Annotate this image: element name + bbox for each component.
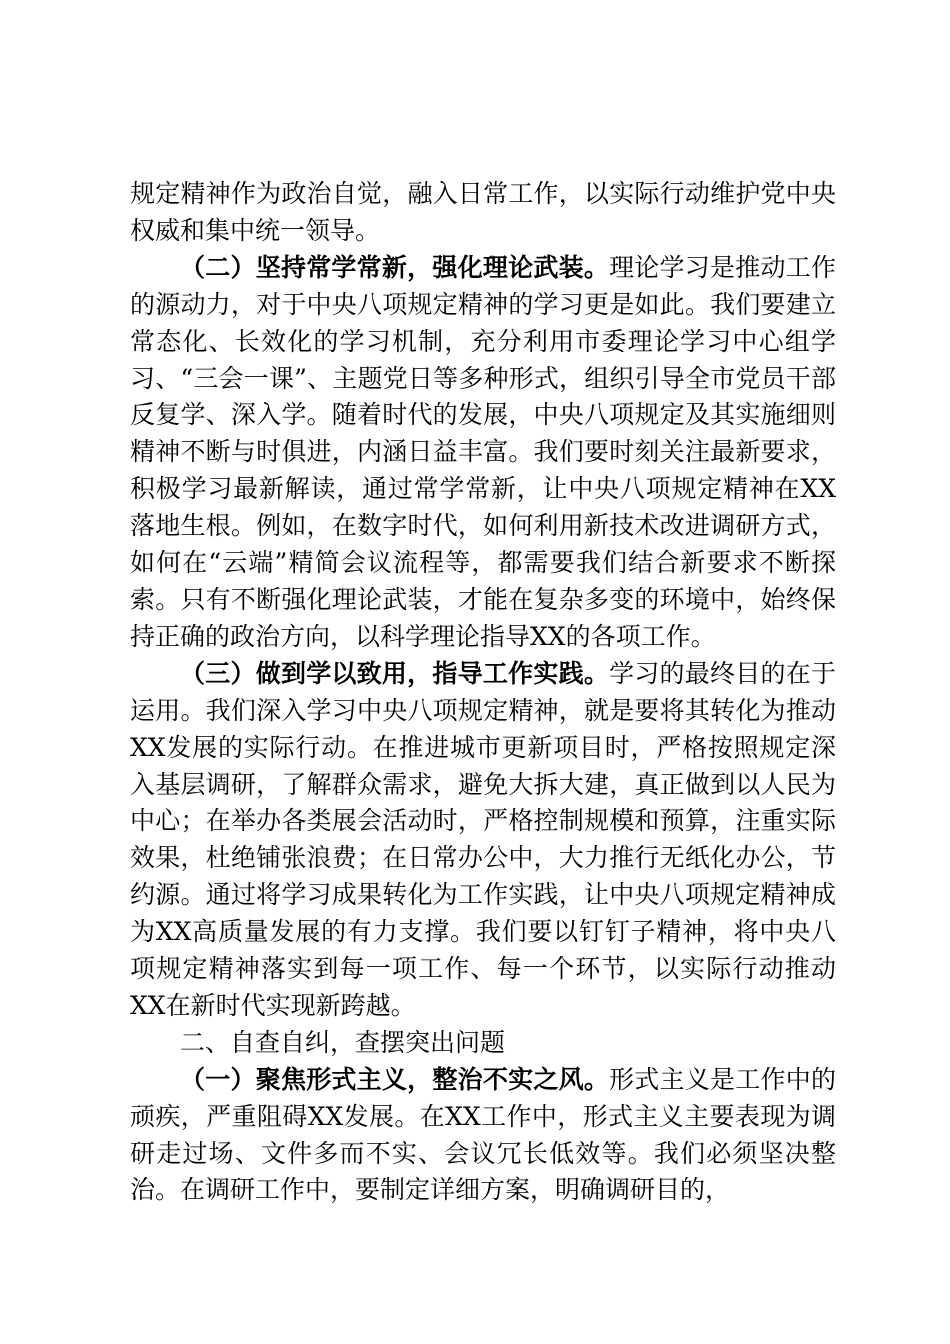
paragraph-lead-heading: （三）做到学以致用，指导工作实践。 xyxy=(180,658,610,688)
paragraph-section-3 xyxy=(130,656,836,1025)
paragraph-text: 形式主义是工作中的顽疾，严重阻碍XX发展。在XX工作中，形式主义主要表现为调研走过场、文件多而不实、会议冗长低效等。我们必须坚决整治。在调研工作中，要制定详细方案，明确调研目的， xyxy=(130,1064,836,1205)
paragraph-text: 规定精神作为政治自觉，融入日常工作，以实际行动维护党中央权威和集中统一领导。 xyxy=(130,179,836,245)
paragraph-section-1 xyxy=(130,1062,836,1210)
paragraph-section-2 xyxy=(130,250,836,656)
section-heading: 二、自查自纠，查摆突出问题 xyxy=(180,1027,506,1057)
paragraph-text: 学习的最终目的在于运用。我们深入学习中央八项规定精神，就是要将其转化为推动XX发展的实际行动。在推进城市更新项目时，严格按照规定深入基层调研，了解群众需求，避免大拆大建，真正做到以人民为中心；在举办各类展会活动时，严格控制规模和预算，注重实际效果，杜绝铺张浪费；在日常办公中，大力推行无纸化办公，节约源。通过将学习成果转化为工作实践，让中央八项规定精神成为XX高质量发展的有力支撑。我们要以钉钉子精神，将中央八项规定精神落实到每一项工作、每一个环节，以实际行动推动XX在新时代实现新跨越。 xyxy=(130,658,836,1020)
paragraph-lead-heading: （一）聚焦形式主义，整治不实之风。 xyxy=(180,1064,610,1094)
paragraph-lead-heading: （二）坚持常学常新，强化理论武装。 xyxy=(180,252,610,282)
document-body xyxy=(130,176,836,1209)
paragraph-text: 理论学习是推动工作的源动力，对于中央八项规定精神的学习更是如此。我们要建立常态化、长效化的学习机制，充分利用市委理论学习中心组学习、“三会一课”、主题党日等多种形式，组织引导全市党员干部反复学、深入学。随着时代的发展，中央八项规定及其实施细则精神不断与时俱进，内涵日益丰富。我们要时刻关注最新要求，积极学习最新解读，通过常学常新，让中央八项规定精神在XX落地生根。例如，在数字时代，如何利用新技术改进调研方式，如何在“云端”精简会议流程等，都需要我们结合新要求不断探索。只有不断强化理论武装，才能在复杂多变的环境中，始终保持正确的政治方向，以科学理论指导XX的各项工作。 xyxy=(130,252,836,651)
paragraph-continuation xyxy=(130,176,836,250)
